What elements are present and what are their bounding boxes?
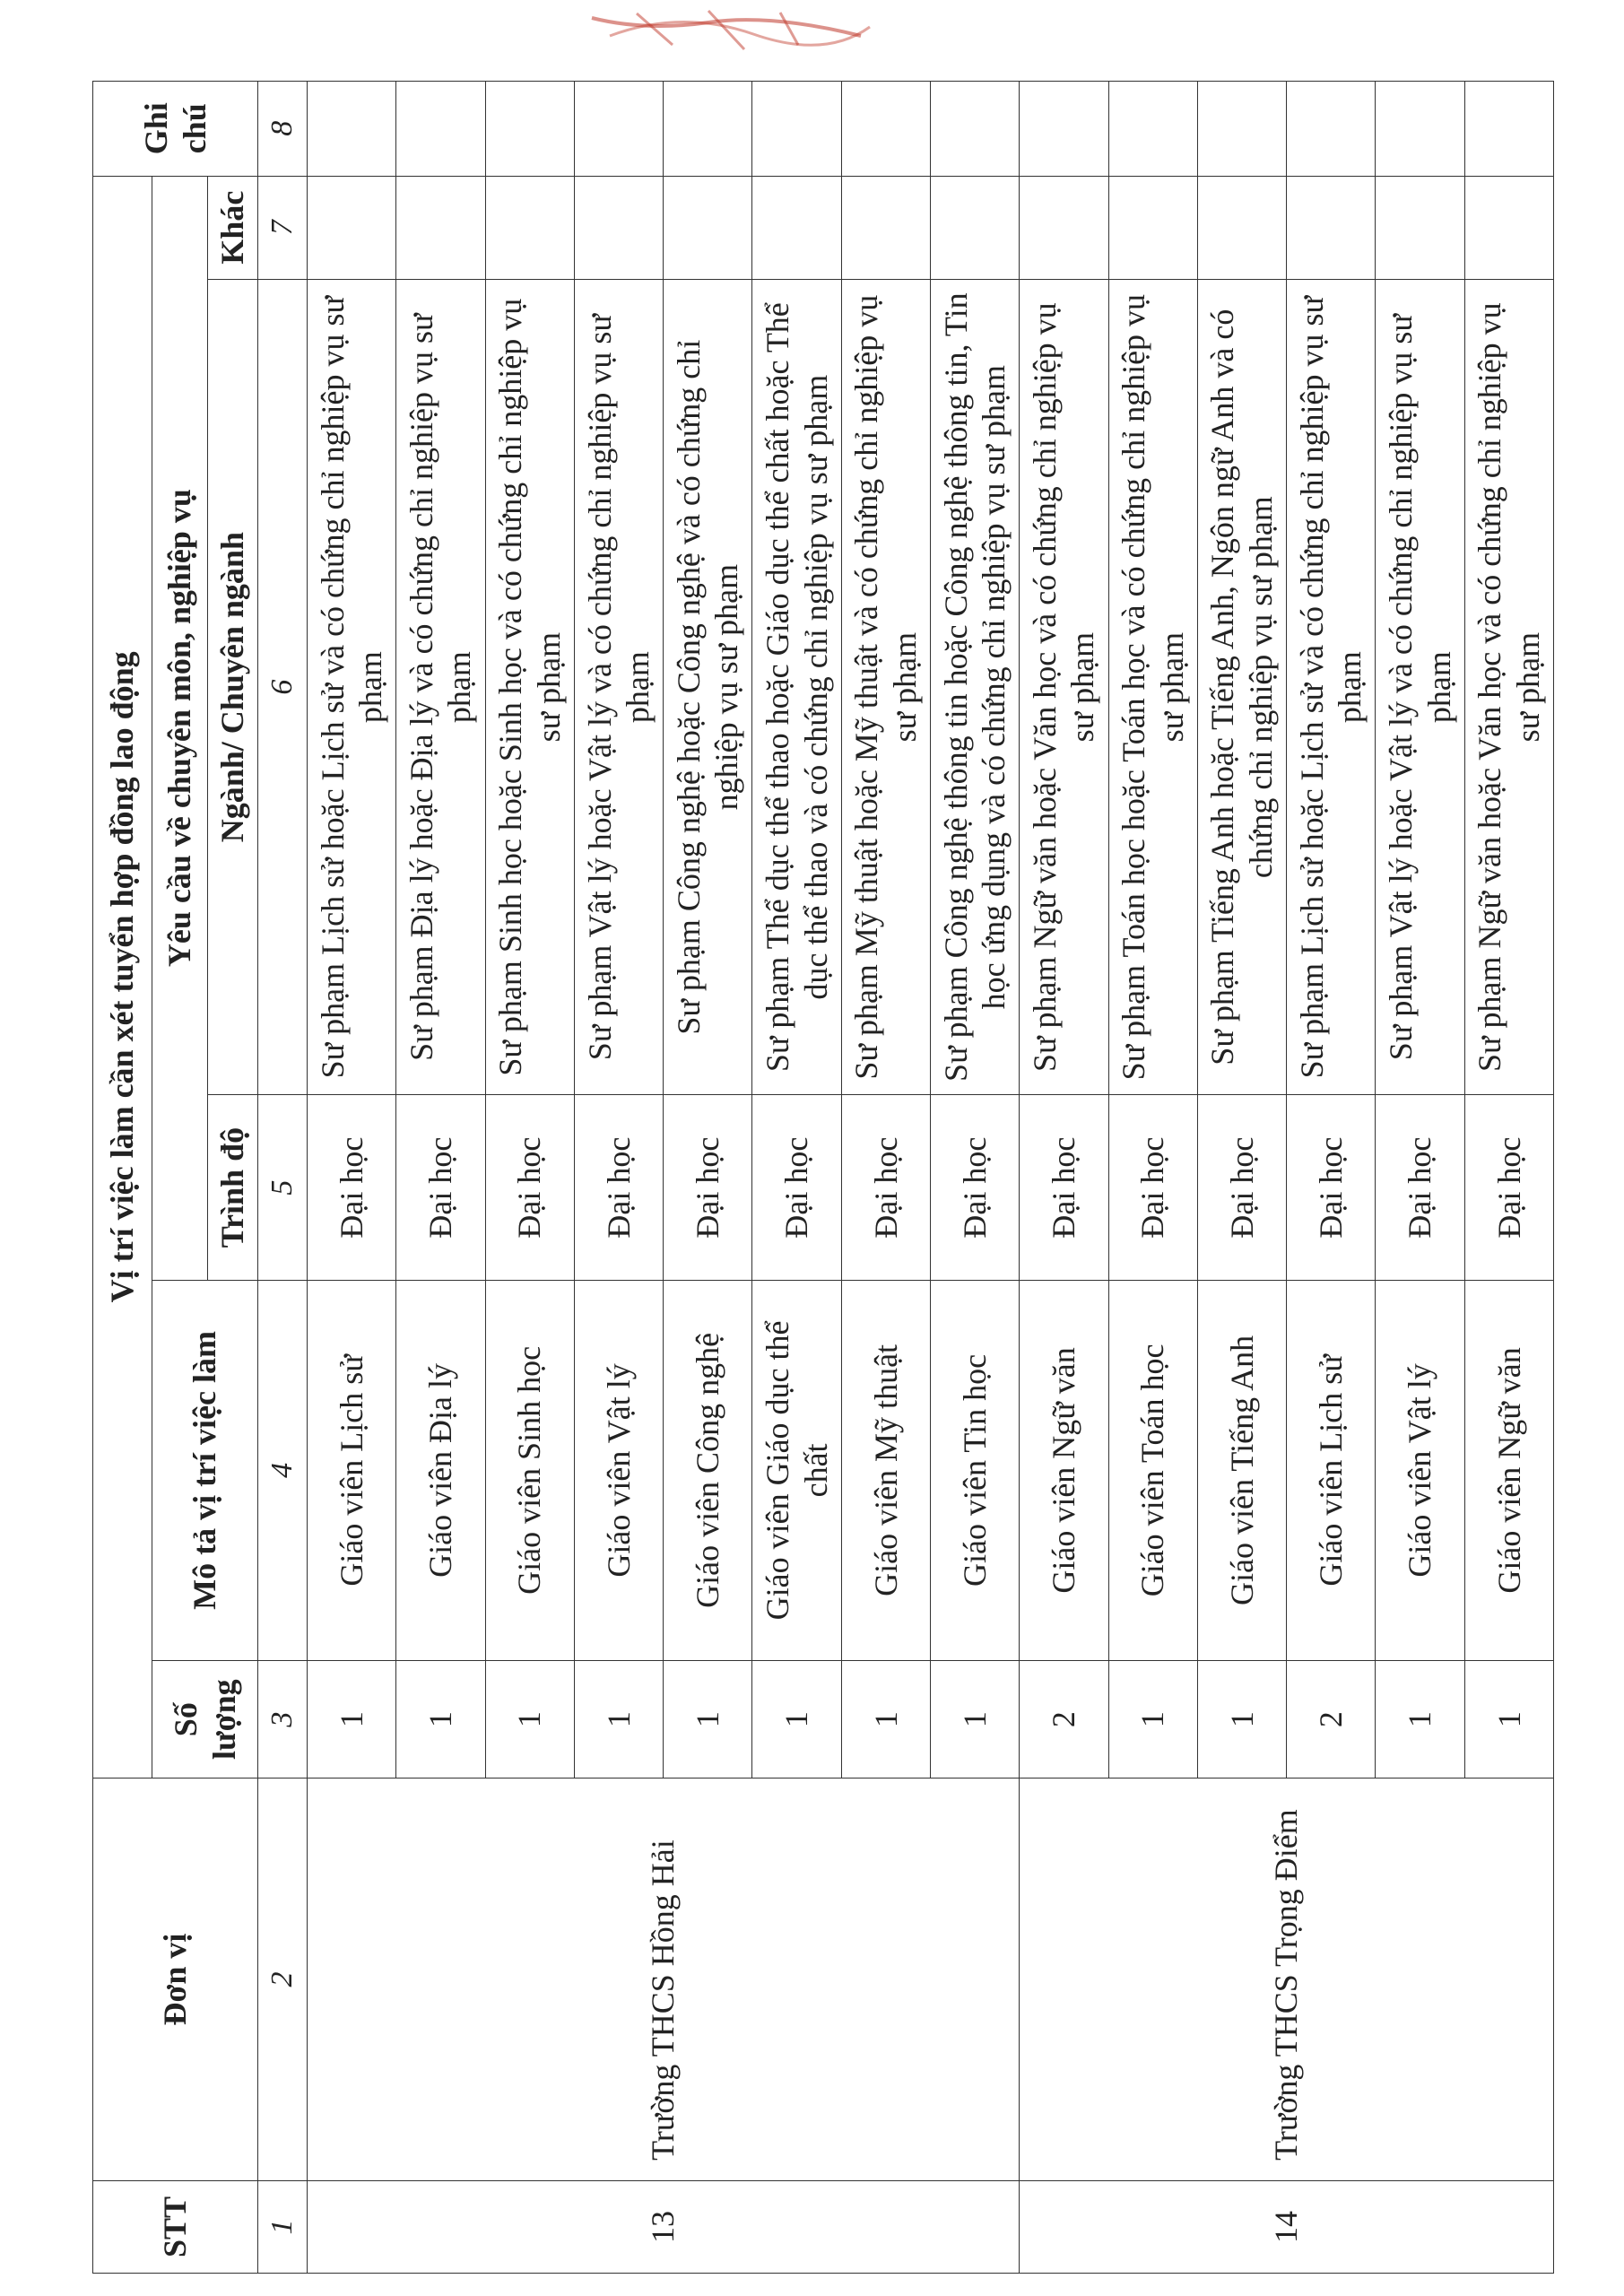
row-major: Sư phạm Công nghệ hoặc Công nghệ và có chứng chỉ nghiệp vụ sư phạm [664, 279, 752, 1095]
header-mo-ta: Mô tả vị trí việc làm [152, 1280, 258, 1661]
row-major: Sư phạm Mỹ thuật hoặc Mỹ thuật và có chứng chỉ nghiệp vụ sư phạm [841, 279, 930, 1095]
header-so-luong: Số lượng [152, 1661, 258, 1779]
row-note [664, 82, 752, 177]
row-other [396, 176, 485, 279]
header-stt: STT [93, 2180, 258, 2273]
row-position: Giáo viên Ngữ văn [1020, 1280, 1108, 1661]
col-number: 5 [258, 1095, 308, 1280]
row-note [485, 82, 574, 177]
header-don-vi: Đơn vị [93, 1779, 258, 2181]
row-quantity: 1 [1108, 1661, 1197, 1779]
row-major: Sư phạm Công nghệ thông tin hoặc Công nghệ thông tin, Tin học ứng dụng và có chứng chỉ nghiệp vụ sư phạm [930, 279, 1019, 1095]
row-note [841, 82, 930, 177]
rotated-page [92, 81, 1554, 2274]
row-quantity: 1 [485, 1661, 574, 1779]
row-level: Đại học [664, 1095, 752, 1280]
col-number: 7 [258, 176, 308, 279]
row-position: Giáo viên Sinh học [485, 1280, 574, 1661]
row-quantity: 2 [1287, 1661, 1376, 1779]
header-nganh: Ngành/ Chuyên ngành [208, 279, 258, 1095]
row-other [308, 176, 396, 279]
row-level: Đại học [841, 1095, 930, 1280]
col-number: 4 [258, 1280, 308, 1661]
row-quantity: 1 [574, 1661, 663, 1779]
header-trinh-do: Trình độ [208, 1095, 258, 1280]
row-position: Giáo viên Vật lý [574, 1280, 663, 1661]
header-ghi-chu: Ghi chú [93, 82, 258, 177]
row-major: Sư phạm Vật lý hoặc Vật lý và có chứng chỉ nghiệp vụ sư phạm [1376, 279, 1464, 1095]
row-note [574, 82, 663, 177]
row-level: Đại học [1376, 1095, 1464, 1280]
row-other [1464, 176, 1553, 279]
row-other [485, 176, 574, 279]
row-other [574, 176, 663, 279]
col-number: 6 [258, 279, 308, 1095]
row-position: Giáo viên Địa lý [396, 1280, 485, 1661]
row-position: Giáo viên Giáo dục thể chất [752, 1280, 841, 1661]
row-level: Đại học [1020, 1095, 1108, 1280]
red-stamp-mark [574, 0, 879, 63]
col-number: 8 [258, 82, 308, 177]
row-major: Sư phạm Lịch sử hoặc Lịch sử và có chứng chỉ nghiệp vụ sư phạm [308, 279, 396, 1095]
row-level: Đại học [396, 1095, 485, 1280]
row-major: Sư phạm Lịch sử hoặc Lịch sử và có chứng chỉ nghiệp vụ sư phạm [1287, 279, 1376, 1095]
row-level: Đại học [1108, 1095, 1197, 1280]
row-quantity: 1 [1464, 1661, 1553, 1779]
row-level: Đại học [1197, 1095, 1286, 1280]
row-major: Sư phạm Toán học hoặc Toán học và có chứng chỉ nghiệp vụ sư phạm [1108, 279, 1197, 1095]
row-other [1020, 176, 1108, 279]
row-position: Giáo viên Toán học [1108, 1280, 1197, 1661]
row-note [308, 82, 396, 177]
row-quantity: 1 [396, 1661, 485, 1779]
row-other [841, 176, 930, 279]
row-note [396, 82, 485, 177]
row-level: Đại học [308, 1095, 396, 1280]
row-major: Sư phạm Ngữ văn hoặc Văn học và có chứng chỉ nghiệp vụ sư phạm [1020, 279, 1108, 1095]
row-quantity: 1 [841, 1661, 930, 1779]
row-level: Đại học [930, 1095, 1019, 1280]
row-quantity: 2 [1020, 1661, 1108, 1779]
row-note [930, 82, 1019, 177]
row-stt: 13 [308, 2180, 1020, 2273]
row-level: Đại học [574, 1095, 663, 1280]
row-note [1464, 82, 1553, 177]
row-other [664, 176, 752, 279]
row-major: Sư phạm Vật lý hoặc Vật lý và có chứng chỉ nghiệp vụ sư phạm [574, 279, 663, 1095]
row-major: Sư phạm Ngữ văn hoặc Văn học và có chứng chỉ nghiệp vụ sư phạm [1464, 279, 1553, 1095]
column-number-row [258, 82, 308, 2274]
row-note [1287, 82, 1376, 177]
row-other [1197, 176, 1286, 279]
header-khac: Khác [208, 176, 258, 279]
row-quantity: 1 [930, 1661, 1019, 1779]
row-position: Giáo viên Lịch sử [1287, 1280, 1376, 1661]
row-position: Giáo viên Ngữ văn [1464, 1280, 1553, 1661]
row-note [1020, 82, 1108, 177]
row-note [752, 82, 841, 177]
row-other [1108, 176, 1197, 279]
row-major: Sư phạm Sinh học hoặc Sinh học và có chứng chỉ nghiệp vụ sư phạm [485, 279, 574, 1095]
header-group: Vị trí việc làm cần xét tuyển hợp đồng lao động [93, 176, 152, 1779]
row-note [1108, 82, 1197, 177]
row-note [1376, 82, 1464, 177]
row-major: Sư phạm Thể dục thể thao hoặc Giáo dục thể chất hoặc Thể dục thể thao và có chứng chỉ nghiệp vụ sư phạm [752, 279, 841, 1095]
table-row [1020, 82, 1108, 2274]
recruitment-table [92, 81, 1554, 2274]
row-major: Sư phạm Tiếng Anh hoặc Tiếng Anh, Ngôn ngữ Anh và có chứng chỉ nghiệp vụ sư phạm [1197, 279, 1286, 1095]
row-other [1376, 176, 1464, 279]
row-quantity: 1 [308, 1661, 396, 1779]
row-position: Giáo viên Vật lý [1376, 1280, 1464, 1661]
row-level: Đại học [485, 1095, 574, 1280]
row-position: Giáo viên Công nghệ [664, 1280, 752, 1661]
row-quantity: 1 [1197, 1661, 1286, 1779]
row-position: Giáo viên Mỹ thuật [841, 1280, 930, 1661]
col-number: 2 [258, 1779, 308, 2181]
row-school-name: Trường THCS Hồng Hải [308, 1779, 1020, 2181]
row-level: Đại học [1464, 1095, 1553, 1280]
row-position: Giáo viên Tiếng Anh [1197, 1280, 1286, 1661]
row-quantity: 1 [1376, 1661, 1464, 1779]
row-stt: 14 [1020, 2180, 1554, 2273]
row-position: Giáo viên Lịch sử [308, 1280, 396, 1661]
row-level: Đại học [1287, 1095, 1376, 1280]
col-number: 1 [258, 2180, 308, 2273]
row-level: Đại học [752, 1095, 841, 1280]
row-position: Giáo viên Tin học [930, 1280, 1019, 1661]
row-major: Sư phạm Địa lý hoặc Địa lý và có chứng chỉ nghiệp vụ sư phạm [396, 279, 485, 1095]
table-row [308, 82, 396, 2274]
row-other [752, 176, 841, 279]
row-other [930, 176, 1019, 279]
row-school-name: Trường THCS Trọng Điểm [1020, 1779, 1554, 2181]
row-other [1287, 176, 1376, 279]
header-yeu-cau: Yêu cầu về chuyên môn, nghiệp vụ [152, 176, 208, 1280]
row-quantity: 1 [664, 1661, 752, 1779]
row-quantity: 1 [752, 1661, 841, 1779]
row-note [1197, 82, 1286, 177]
col-number: 3 [258, 1661, 308, 1779]
